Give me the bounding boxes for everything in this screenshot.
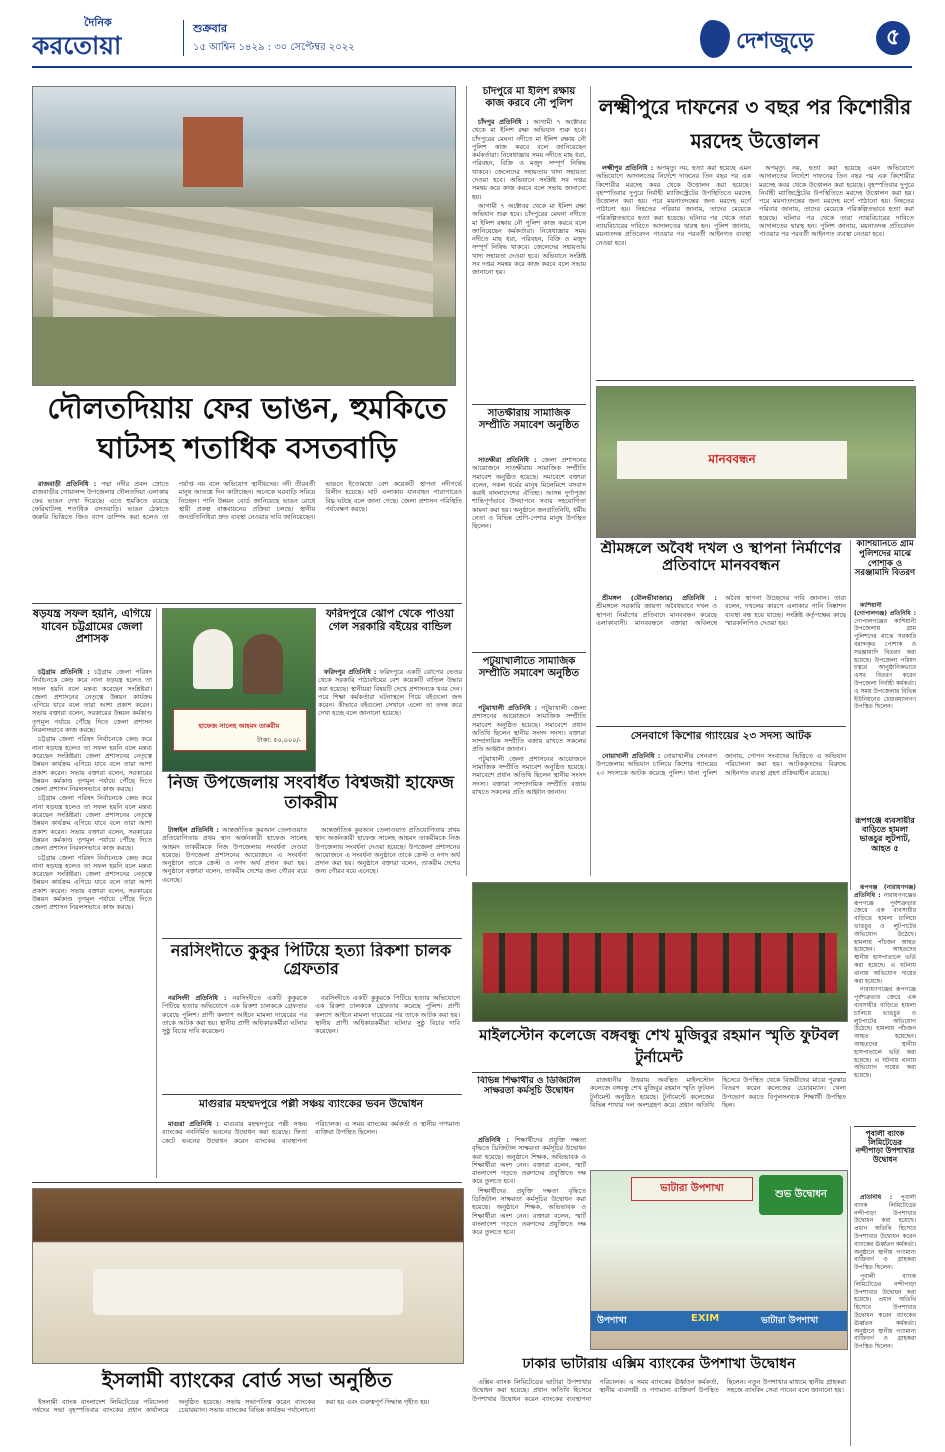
faridpur-body	[318, 668, 462, 770]
chandpur-text-2: আগামী ৭ অক্টোবর থেকে মা ইলিশ রক্ষা অভিযান শুরু হবে। চাঁদপুরের মেঘনা নদীতে মা ইলিশ রক্ষায় নৌ পুলিশ কাজ করবে বলে জানিয়েছেন কর্মকর্তারা। নিষেধাজ্ঞার সময় নদীতে মাছ ধরা, পরিবহন, বিক্রি ও মজুদ সম্পূর্ণ নিষিদ্ধ থাকবে। জেলেদের সহায়তায় খাদ্য সহায়তা দেওয়া হবে। অভিযানে সংশ্লিষ্ট সব দপ্তর সমন্বয় করে কাজ করবে বলে সভায় জানানো হয়।	[472, 201, 586, 277]
rule	[162, 1094, 462, 1095]
issue-date: ১৫ আশ্বিন ১৪২৯ : ৩০ সেপ্টেম্বর ২০২২	[193, 42, 355, 53]
tungipara-byline: প্রতিনিধি :	[478, 1136, 509, 1144]
sreemangal-text: শ্রীমঙ্গলে সরকারি জায়গা অবৈধভাবে দখল ও স্থাপনা নির্মাণের প্রতিবাদে মানববন্ধন করেছে এলাকাবাসী। মানববন্ধনে বক্তারা অবিলম্বে অবৈধ স্থাপনা উচ্ছেদের দাবি জানান। তারা বলেন, দখলের কারণে এলাকার পানি নিষ্কাশন ব্যবস্থা বন্ধ হয়ে যাচ্ছে। সংশ্লিষ্ট কর্তৃপক্ষের কাছে স্মারকলিপিও দেওয়া হয়।	[596, 594, 846, 627]
narsingdi-headline: নরসিংদীতে কুকুর পিটিয়ে হত্যা রিকশা চালক গ্রেফতার	[170, 942, 452, 979]
issue-day: শুক্রবার	[193, 22, 228, 35]
satkhira-body	[472, 456, 586, 648]
lakshmipur-body	[596, 164, 914, 376]
logo-small-text: দৈনিক	[84, 16, 112, 29]
column-divider	[850, 1126, 851, 1446]
pubali-body	[854, 1194, 916, 1446]
chattogram-headline: ষড়যন্ত্র সফল হয়নি, এগিয়ে যাবেন চট্টগ্রামের জেলা প্রশাসক	[32, 608, 152, 646]
tungipara-text-2: শিক্ষার্থীদের প্রযুক্তি দক্ষতা বৃদ্ধিতে ডিজিটাল সাক্ষরতা কর্মসূচির উদ্বোধন করা হয়েছে। অনুষ্ঠানে শিক্ষক, অভিভাবক ও শিক্ষার্থীরা অংশ নেন। বক্তারা বলেন, স্মার্ট বাংলাদেশ গড়তে তরুণদের প্রযুক্তিতে দক্ষ করে তুলতে হবে।	[472, 1186, 586, 1237]
tangail-photo	[162, 608, 316, 772]
senbag-byline: নোয়াখালী প্রতিনিধি :	[602, 752, 661, 760]
tangail-body	[162, 826, 460, 934]
magura-headline: মাগুরার মহম্মদপুরে পল্লী সঞ্চয় ব্যাংকের ভবন উদ্বোধন	[199, 1098, 423, 1110]
tangail-cheque-name: হাফেজ সালেহ আহমদ তাকরীম	[198, 722, 280, 730]
narsingdi-text-2: নরসিংদীতে একটি কুকুরকে পিটিয়ে হত্যার অভিযোগে এক রিকশা চালককে গ্রেফতার করেছে পুলিশ। প্রাণী কল্যাণ আইনে মামলা দায়েরের পর তাকে আটক করা হয়। স্থানীয় প্রাণী অধিকারকর্মীরা ঘটনার সুষ্ঠু বিচার দাবি করেছেন।	[315, 994, 460, 1036]
doulatdia-text: পদ্মা নদীর প্রবল স্রোতে রাজবাড়ীর গোয়ালন্দ উপজেলার দৌলতদিয়া এলাকায় ফের ভাঙন দেখা দিয়েছে। এতে হুমকিতে রয়েছে ফেরিঘাটসহ শতাধিক বসতবাড়ি। ভাঙন ঠেকাতে জরুরি ভিত্তিতে জিও ব্যাগ ডাম্পিং করা হলেও তা পর্যাপ্ত নয় বলে অভিযোগ স্থানীয়দের। নদী তীরবর্তী মানুষ আতঙ্কে দিন কাটাচ্ছেন। অনেকে ঘরবাড়ি সরিয়ে নিচ্ছেন। পানি উন্নয়ন বোর্ড জানিয়েছে ভাঙন রোধে স্থায়ী প্রকল্প বাস্তবায়নের প্রক্রিয়া চলছে। স্থানীয় জনপ্রতিনিধিরা দ্রুত ব্যবস্থা নেওয়ার দাবি জানিয়েছেন। ভাঙনে ইতোমধ্যে বেশ কয়েকটি স্থাপনা নদীগর্ভে বিলীন হয়েছে। ঘাট এলাকায় যানবাহন পারাপারেও বিঘ্ন ঘটছে বলে জানা গেছে। জেলা প্রশাসন পরিস্থিতি পর্যবেক্ষণ করছে।	[32, 480, 462, 522]
exim-banner-text: ভাটারা উপশাখা	[660, 1183, 724, 1194]
chandpur-byline: চাঁদপুর প্রতিনিধি :	[478, 118, 529, 126]
exim-photo	[590, 1170, 848, 1350]
senbag-body	[596, 752, 846, 864]
exim-headline: ঢাকার ভাটারায় এক্সিম ব্যাংকের উপশাখা উদ্বোধন	[522, 1356, 796, 1372]
logo	[32, 14, 182, 58]
satkhira-headline: সাতক্ষীরায় সামাজিক সম্প্রীতি সমাবেশ অনুষ্ঠিত	[478, 408, 580, 431]
rule	[472, 652, 586, 653]
narsingdi-body	[162, 994, 460, 1090]
magura-body	[162, 1120, 460, 1178]
chandpur-body	[472, 118, 586, 400]
exim-ribbon-left-text: উপশাখা	[597, 1316, 627, 1326]
rule	[596, 380, 914, 381]
column-divider	[466, 86, 467, 876]
rupganj-byline: রূপগঞ্জ (নারায়ণগঞ্জ) প্রতিনিধি :	[854, 884, 916, 899]
faridpur-headline: ফরিদপুরে ঝোপ থেকে পাওয়া গেল সরকারি বইয়ের বান্ডিল	[325, 608, 454, 633]
islami-body	[32, 1398, 462, 1446]
sreemangal-byline: শ্রীমঙ্গল (মৌলভীবাজার) প্রতিনিধি :	[602, 594, 717, 602]
column-divider	[590, 86, 591, 876]
sreemangal-banner-text: মানববন্ধন	[708, 452, 756, 466]
rupganj-headline: রূপগঞ্জে ব্যবসায়ীর বাড়িতে হামলা ভাঙচুর লুটপাট, আহত ৫	[855, 816, 915, 853]
tangail-cheque-amount: টাকা: ৫০,০০০/-	[257, 736, 301, 744]
rule	[32, 603, 462, 604]
chattogram-text: চট্টগ্রাম জেলা পরিষদ নির্বাচনকে কেন্দ্র করে নানা ষড়যন্ত্র হলেও তা সফল হয়নি বলে মন্তব্য করেছেন সংশ্লিষ্টরা। জেলা প্রশাসনের নেতৃত্বে উন্নয়ন কার্যক্রম এগিয়ে যাবে বলে তারা আশা প্রকাশ করেন। সভায় বক্তারা বলেন, সরকারের উন্নয়ন কর্মকাণ্ড তৃণমূল পর্যায়ে পৌঁছে দিতে জেলা প্রশাসন নিরলসভাবে কাজ করছে।	[32, 668, 152, 735]
chattogram-text-4: চট্টগ্রাম জেলা পরিষদ নির্বাচনকে কেন্দ্র করে নানা ষড়যন্ত্র হলেও তা সফল হয়নি বলে মন্তব্য করেছেন সংশ্লিষ্টরা। জেলা প্রশাসনের নেতৃত্বে উন্নয়ন কার্যক্রম এগিয়ে যাবে বলে তারা আশা প্রকাশ করেন। সভায় বক্তারা বলেন, সরকারের উন্নয়ন কর্মকাণ্ড তৃণমূল পর্যায়ে পৌঁছে দিতে জেলা প্রশাসন নিরলসভাবে কাজ করছে।	[32, 853, 152, 912]
chattogram-text-3: চট্টগ্রাম জেলা পরিষদ নির্বাচনকে কেন্দ্র করে নানা ষড়যন্ত্র হলেও তা সফল হয়নি বলে মন্তব্য করেছেন সংশ্লিষ্টরা। জেলা প্রশাসনের নেতৃত্বে উন্নয়ন কার্যক্রম এগিয়ে যাবে বলে তারা আশা প্রকাশ করেন। সভায় বক্তারা বলেন, সরকারের উন্নয়ন কর্মকাণ্ড তৃণমূল পর্যায়ে পৌঁছে দিতে জেলা প্রশাসন নিরলসভাবে কাজ করছে।	[32, 794, 152, 853]
sreemangal-body	[596, 594, 846, 722]
section-title: দেশজুড়ে	[736, 29, 814, 54]
tungipara-headline: বিভিন্ন শিক্ষার্থীর ও ডিজিটাল সাক্ষরতা কর্মসূচি উদ্বোধন	[477, 1076, 581, 1097]
chattogram-text-2: চট্টগ্রাম জেলা পরিষদ নির্বাচনকে কেন্দ্র করে নানা ষড়যন্ত্র হলেও তা সফল হয়নি বলে মন্তব্য করেছেন সংশ্লিষ্টরা। জেলা প্রশাসনের নেতৃত্বে উন্নয়ন কার্যক্রম এগিয়ে যাবে বলে তারা আশা প্রকাশ করেন। সভায় বক্তারা বলেন, সরকারের উন্নয়ন কর্মকাণ্ড তৃণমূল পর্যায়ে পৌঁছে দিতে জেলা প্রশাসন নিরলসভাবে কাজ করছে।	[32, 735, 152, 794]
tungipara-body	[472, 1136, 586, 1322]
doulatdia-body	[32, 480, 462, 600]
tangail-text: আন্তর্জাতিক কুরআন তেলাওয়াত প্রতিযোগিতায় প্রথম স্থান অর্জনকারী হাফেজ সালেহ আহমদ তাকরীমকে নিজ উপজেলায় সংবর্ধনা দেওয়া হয়েছে। উপজেলা প্রশাসনের আয়োজনে এ সংবর্ধনা অনুষ্ঠানে তাকে ক্রেস্ট ও নগদ অর্থ প্রদান করা হয়। অনুষ্ঠানে বক্তারা বলেন, তাকরীম দেশের জন্য গৌরব বয়ে এনেছে।	[162, 826, 307, 884]
chandpur-headline: চাঁদপুরে মা ইলিশ রক্ষায় কাজ করবে নৌ পুলিশ	[482, 86, 576, 109]
satkhira-byline: সাতক্ষীরা প্রতিনিধি :	[478, 456, 537, 464]
faridpur-text: ফরিদপুরে একটি ঝোপের ভেতর থেকে সরকারি পাঠ্যবইয়ের বেশ কয়েকটি বান্ডিল উদ্ধার করা হয়েছে। স্থানীয়রা বিষয়টি দেখে প্রশাসনকে খবর দেন। পরে শিক্ষা কর্মকর্তারা ঘটনাস্থলে গিয়ে বইগুলো জব্দ করেন। কীভাবে বইগুলো সেখানে এলো তা তদন্ত করে দেখা হচ্ছে বলে জানানো হয়েছে।	[318, 668, 462, 718]
lakshmipur-byline: লক্ষ্মীপুর প্রতিনিধি :	[602, 164, 654, 172]
senbag-headline: সেনবাগে কিশোর গ্যাংয়ের ২৩ সদস্য আটক	[630, 730, 812, 742]
satkhira-text: জেলা প্রশাসনের আয়োজনে সাতক্ষীরায় সামাজিক সম্প্রীতি সমাবেশ অনুষ্ঠিত হয়েছে। সমাবেশে বক্তারা বলেন, সকল ধর্মের মানুষ মিলেমিশে বসবাস করাই বাংলাদেশের ঐতিহ্য। আসন্ন দুর্গাপূজা শান্তিপূর্ণভাবে উদযাপনে সবার সহযোগিতা কামনা করা হয়। অনুষ্ঠানে জনপ্রতিনিধি, ধর্মীয় নেতা ও বিভিন্ন শ্রেণি-পেশার মানুষ উপস্থিত ছিলেন।	[472, 456, 586, 531]
logo-main-text: করতোয়া	[32, 31, 122, 58]
tangail-headline: নিজ উপজেলায় সংবর্ধিত বিশ্বজয়ী হাফেজ তাকরীম	[168, 774, 454, 813]
rule	[596, 726, 846, 727]
islami-headline: ইসলামী ব্যাংকের বোর্ড সভা অনুষ্ঠিত	[101, 1368, 393, 1392]
column-divider	[850, 540, 851, 890]
tungipara-text: শিক্ষার্থীদের প্রযুক্তি দক্ষতা বৃদ্ধিতে ডিজিটাল সাক্ষরতা কর্মসূচির উদ্বোধন করা হয়েছে। অনুষ্ঠানে শিক্ষক, অভিভাবক ও শিক্ষার্থীরা অংশ নেন। বক্তারা বলেন, স্মার্ট বাংলাদেশ গড়তে তরুণদের প্রযুক্তিতে দক্ষ করে তুলতে হবে।	[472, 1136, 586, 1186]
tangail-byline: টাঙ্গাইল প্রতিনিধি :	[168, 826, 219, 834]
pubali-text-2: পূবালী ব্যাংক লিমিটেডের নন্দীপাড়া উপশাখার উদ্বোধন করা হয়েছে। প্রধান অতিথি হিসেবে উপশাখার উদ্বোধন করেন ব্যাংকের ঊর্ধ্বতন কর্মকর্তা। অনুষ্ঠানে স্থানীয় গণ্যমান্য ব্যক্তিবর্গ ও গ্রাহকরা উপস্থিত ছিলেন।	[854, 1272, 916, 1351]
doulatdia-photo	[32, 86, 456, 386]
faridpur-byline: ফরিদপুর প্রতিনিধি :	[324, 668, 377, 676]
exim-ribbon-right-text: ভাটারা উপশাখা	[761, 1316, 819, 1326]
rupganj-body	[854, 884, 916, 1124]
patuakhali-body	[472, 704, 586, 902]
doulatdia-headline: দৌলতদিয়ায় ফের ভাঙন, হুমকিতে ঘাটসহ শতাধিক বসতবাড়ি	[47, 391, 447, 465]
patuakhali-headline: পটুয়াখালীতে সামাজিক সম্প্রীতি সমাবেশ অনুষ্ঠিত	[478, 656, 580, 679]
chattogram-byline: চট্টগ্রাম প্রতিনিধি :	[38, 668, 90, 676]
magura-byline: মাগুরা প্রতিনিধি :	[168, 1120, 219, 1128]
rule	[854, 1126, 916, 1127]
masthead	[0, 0, 945, 68]
rule	[472, 404, 586, 405]
milestone-headline: মাইলস্টোন কলেজে বঙ্গবন্ধু শেখ মুজিবুর রহমান স্মৃতি ফুটবল টুর্নামেন্ট	[479, 1026, 839, 1066]
column-divider	[156, 608, 157, 1178]
milestone-body	[590, 1076, 846, 1166]
exim-body	[472, 1378, 846, 1446]
exim-banner	[631, 1177, 753, 1201]
section-badge	[700, 18, 915, 60]
masthead-rule	[32, 66, 912, 68]
patuakhali-text-2: পটুয়াখালী জেলা প্রশাসনের আয়োজনে সামাজিক সম্প্রীতি সমাবেশ অনুষ্ঠিত হয়েছে। সমাবেশে প্রধান অতিথি ছিলেন স্থানীয় সংসদ সদস্য। বক্তারা সাম্প্রদায়িক সম্প্রীতি বজায় রাখতে সকলের প্রতি আহ্বান জানান।	[472, 754, 586, 796]
sreemangal-photo	[596, 386, 916, 538]
tangail-text-2: আন্তর্জাতিক কুরআন তেলাওয়াত প্রতিযোগিতায় প্রথম স্থান অর্জনকারী হাফেজ সালেহ আহমদ তাকরীমকে নিজ উপজেলায় সংবর্ধনা দেওয়া হয়েছে। উপজেলা প্রশাসনের আয়োজনে এ সংবর্ধনা অনুষ্ঠানে তাকে ক্রেস্ট ও নগদ অর্থ প্রদান করা হয়। অনুষ্ঠানে বক্তারা বলেন, তাকরীম দেশের জন্য গৌরব বয়ে এনেছে।	[315, 826, 460, 876]
senbag-text: নোয়াখালীর সেনবাগ উপজেলায় অভিযান চালিয়ে কিশোর গ্যাংয়ের ২৩ সদস্যকে আটক করেছে পুলিশ। থানা পুলিশ জানায়, গোপন সংবাদের ভিত্তিতে এ অভিযান পরিচালনা করা হয়। আটককৃতদের বিরুদ্ধে আইনগত ব্যবস্থা গ্রহণ প্রক্রিয়াধীন রয়েছে।	[596, 752, 846, 777]
pubali-byline: প্রতিনিধি :	[860, 1194, 893, 1201]
rule	[472, 1072, 846, 1073]
kashiani-body	[854, 602, 916, 812]
exim-ribbon-brand-text: EXIM	[691, 1313, 720, 1324]
patuakhali-byline: পটুয়াখালী প্রতিনিধি :	[478, 704, 538, 712]
narsingdi-text: নরসিংদীতে একটি কুকুরকে পিটিয়ে হত্যার অভিযোগে এক রিকশা চালককে গ্রেফতার করেছে পুলিশ। প্রাণী কল্যাণ আইনে মামলা দায়েরের পর তাকে আটক করা হয়। স্থানীয় প্রাণী অধিকারকর্মীরা ঘটনার সুষ্ঠু বিচার দাবি করেছেন।	[162, 994, 307, 1036]
milestone-text: রাজধানীর উত্তরায় অবস্থিত মাইলস্টোন কলেজে বঙ্গবন্ধু শেখ মুজিবুর রহমান স্মৃতি ফুটবল টুর্নামেন্ট অনুষ্ঠিত হয়েছে। টুর্নামেন্টে কলেজের বিভিন্ন শাখার দল অংশগ্রহণ করে। প্রধান অতিথি হিসেবে উপস্থিত থেকে বিজয়ীদের মাঝে পুরস্কার বিতরণ করেন কলেজের চেয়ারম্যান। খেলা উপভোগ করতে বিপুলসংখ্যক শিক্ষার্থী উপস্থিত ছিল।	[590, 1076, 846, 1109]
chandpur-text: আগামী ৭ অক্টোবর থেকে মা ইলিশ রক্ষা অভিযান শুরু হবে। চাঁদপুরের মেঘনা নদীতে মা ইলিশ রক্ষায় নৌ পুলিশ কাজ করবে বলে জানিয়েছেন কর্মকর্তারা। নিষেধাজ্ঞার সময় নদীতে মাছ ধরা, পরিবহন, বিক্রি ও মজুদ সম্পূর্ণ নিষিদ্ধ থাকবে। জেলেদের সহায়তায় খাদ্য সহায়তা দেওয়া হবে। অভিযানে সংশ্লিষ্ট সব দপ্তর সমন্বয় করে কাজ করবে বলে সভায় জানানো হয়।	[472, 118, 586, 201]
exim-celebration-text: শুভ উদ্বোধন	[759, 1175, 843, 1215]
sreemangal-headline: শ্রীমঙ্গলে অবৈধ দখল ও স্থাপনা নির্মাণের প্রতিবাদে মানববন্ধন	[600, 540, 842, 575]
rule	[162, 938, 462, 939]
pubali-headline: পূবালী ব্যাংক লিমিটেডের নন্দীপাড়া উপশাখার উদ্বোধন	[855, 1130, 915, 1164]
lakshmipur-headline: লক্ষ্মীপুরে দাফনের ৩ বছর পর কিশোরীর মরদেহ উত্তোলন	[598, 95, 912, 153]
chattogram-body	[32, 668, 152, 1178]
narsingdi-byline: নরসিংদী প্রতিনিধি :	[168, 994, 227, 1002]
magura-text: মাগুরার মহম্মদপুরে পল্লী সঞ্চয় ব্যাংকের নবনির্মিত ভবনের উদ্বোধন করা হয়েছে। ফিতা কেটে ভবনের উদ্বোধন করেন ব্যাংকের ব্যবস্থাপনা পরিচালক। এ সময় ব্যাংকের কর্মকর্তা ও স্থানীয় গণ্যমান্য ব্যক্তিরা উপস্থিত ছিলেন।	[162, 1120, 460, 1145]
rupganj-text: নারায়ণগঞ্জের রূপগঞ্জে পূর্বশত্রুতার জেরে এক ব্যবসায়ীর বাড়িতে হামলা চালিয়ে ভাঙচুর ও লুটপাটের অভিযোগ উঠেছে। হামলায় পাঁচজন আহত হয়েছেন। আহতদের স্থানীয় হাসপাতালে ভর্তি করা হয়েছে। এ ঘটনায় থানায় অভিযোগ দায়ের করা হয়েছে।	[854, 891, 916, 985]
patuakhali-text: পটুয়াখালী জেলা প্রশাসনের আয়োজনে সামাজিক সম্প্রীতি সমাবেশ অনুষ্ঠিত হয়েছে। সমাবেশে প্রধান অতিথি ছিলেন স্থানীয় সংসদ সদস্য। বক্তারা সাম্প্রদায়িক সম্প্রীতি বজায় রাখতে সকলের প্রতি আহ্বান জানান।	[472, 704, 586, 754]
page-number: ৫	[876, 21, 910, 55]
islami-photo	[32, 1188, 464, 1364]
lakshmipur-text-2: অপমৃত্যু নয়, হত্যা করা হয়েছে এমন অভিযোগে আদালতের নির্দেশে দাফনের তিন বছর পর এক কিশোরীর মরদেহ কবর থেকে উত্তোলন করা হয়েছে। বৃহস্পতিবার দুপুরে নির্বাহী ম্যাজিস্ট্রেটের উপস্থিতিতে মরদেহ উত্তোলন করা হয়। পরে ময়নাতদন্তের জন্য মরদেহ মর্গে পাঠানো হয়। নিহতের পরিবার জানায়, তাদের মেয়েকে পরিকল্পিতভাবে হত্যা করা হয়েছে। ঘটনার পর থেকে তারা ন্যায়বিচারের দাবিতে আদালতের দ্বারস্থ হন। পুলিশ জানায়, ময়নাতদন্ত প্রতিবেদন পাওয়ার পর পরবর্তী আইনগত ব্যবস্থা নেওয়া হবে।	[759, 164, 914, 239]
pubali-text: পূবালী ব্যাংক লিমিটেডের নন্দীপাড়া উপশাখার উদ্বোধন করা হয়েছে। প্রধান অতিথি হিসেবে উপশাখার উদ্বোধন করেন ব্যাংকের ঊর্ধ্বতন কর্মকর্তা। অনুষ্ঠানে স্থানীয় গণ্যমান্য ব্যক্তিবর্গ ও গ্রাহকরা উপস্থিত ছিলেন।	[854, 1194, 916, 1272]
bangladesh-map-icon	[700, 20, 730, 58]
kashiani-text: গোপালগঞ্জের কাশিয়ানী উপজেলায় গ্রাম পুলিশদের মাঝে সরকারি বরাদ্দকৃত পোশাক ও সরঞ্জামাদি বিতরণ করা হয়েছে। উপজেলা পরিষদ চত্বরে আনুষ্ঠানিকভাবে এসব বিতরণ করেন উপজেলা নির্বাহী কর্মকর্তা। এ সময় উপজেলার বিভিন্ন ইউনিয়নের চেয়ারম্যানগণ উপস্থিত ছিলেন।	[854, 617, 916, 711]
lakshmipur-text: অপমৃত্যু নয়, হত্যা করা হয়েছে এমন অভিযোগে আদালতের নির্দেশে দাফনের তিন বছর পর এক কিশোরীর মরদেহ কবর থেকে উত্তোলন করা হয়েছে। বৃহস্পতিবার দুপুরে নির্বাহী ম্যাজিস্ট্রেটের উপস্থিতিতে মরদেহ উত্তোলন করা হয়। পরে ময়নাতদন্তের জন্য মরদেহ মর্গে পাঠানো হয়। নিহতের পরিবার জানায়, তাদের মেয়েকে পরিকল্পিতভাবে হত্যা করা হয়েছে। ঘটনার পর থেকে তারা ন্যায়বিচারের দাবিতে আদালতের দ্বারস্থ হন। পুলিশ জানায়, ময়নাতদন্ত প্রতিবেদন পাওয়ার পর পরবর্তী আইনগত ব্যবস্থা নেওয়া হবে।	[596, 164, 751, 247]
kashiani-byline: কাশিয়ানী (গোপালগঞ্জ) প্রতিনিধি :	[854, 602, 916, 617]
exim-text: এক্সিম ব্যাংক লিমিটেডের ভাটারা উপশাখার উদ্বোধন করা হয়েছে। প্রধান অতিথি হিসেবে উপশাখার উদ্বোধন করেন ব্যাংকের ব্যবস্থাপনা পরিচালক। এ সময় ব্যাংকের ঊর্ধ্বতন কর্মকর্তা, স্থানীয় ব্যবসায়ী ও গণ্যমান্য ব্যক্তিবর্গ উপস্থিত ছিলেন। নতুন উপশাখার মাধ্যমে স্থানীয় গ্রাহকরা সহজে ব্যাংকিং সেবা পাবেন বলে জানানো হয়।	[472, 1378, 846, 1403]
doulatdia-byline: রাজবাড়ী প্রতিনিধি :	[38, 480, 97, 488]
rupganj-text-2: নারায়ণগঞ্জের রূপগঞ্জে পূর্বশত্রুতার জেরে এক ব্যবসায়ীর বাড়িতে হামলা চালিয়ে ভাঙচুর ও লুটপাটের অভিযোগ উঠেছে। হামলায় পাঁচজন আহত হয়েছেন। আহতদের স্থানীয় হাসপাতালে ভর্তি করা হয়েছে। এ ঘটনায় থানায় অভিযোগ দায়ের করা হয়েছে।	[854, 986, 916, 1080]
rule	[32, 1182, 462, 1183]
masthead-divider	[183, 20, 184, 56]
milestone-photo	[472, 882, 848, 1022]
kashiani-headline: কাশিয়ানিতে গ্রাম পুলিশদের মাঝে পোশাক ও সরঞ্জামাদি বিতরণ	[854, 540, 916, 579]
islami-text: ইসলামী ব্যাংক বাংলাদেশ লিমিটেডের পরিচালনা পর্ষদের সভা বৃহস্পতিবার ব্যাংকের প্রধান কার্যালয়ে অনুষ্ঠিত হয়েছে। সভায় সভাপতিত্ব করেন ব্যাংকের চেয়ারম্যান। সভায় ব্যাংকের বিভিন্ন কার্যক্রম পর্যালোচনা করা হয় এবং গুরুত্বপূর্ণ সিদ্ধান্ত গৃহীত হয়।	[32, 1398, 430, 1415]
